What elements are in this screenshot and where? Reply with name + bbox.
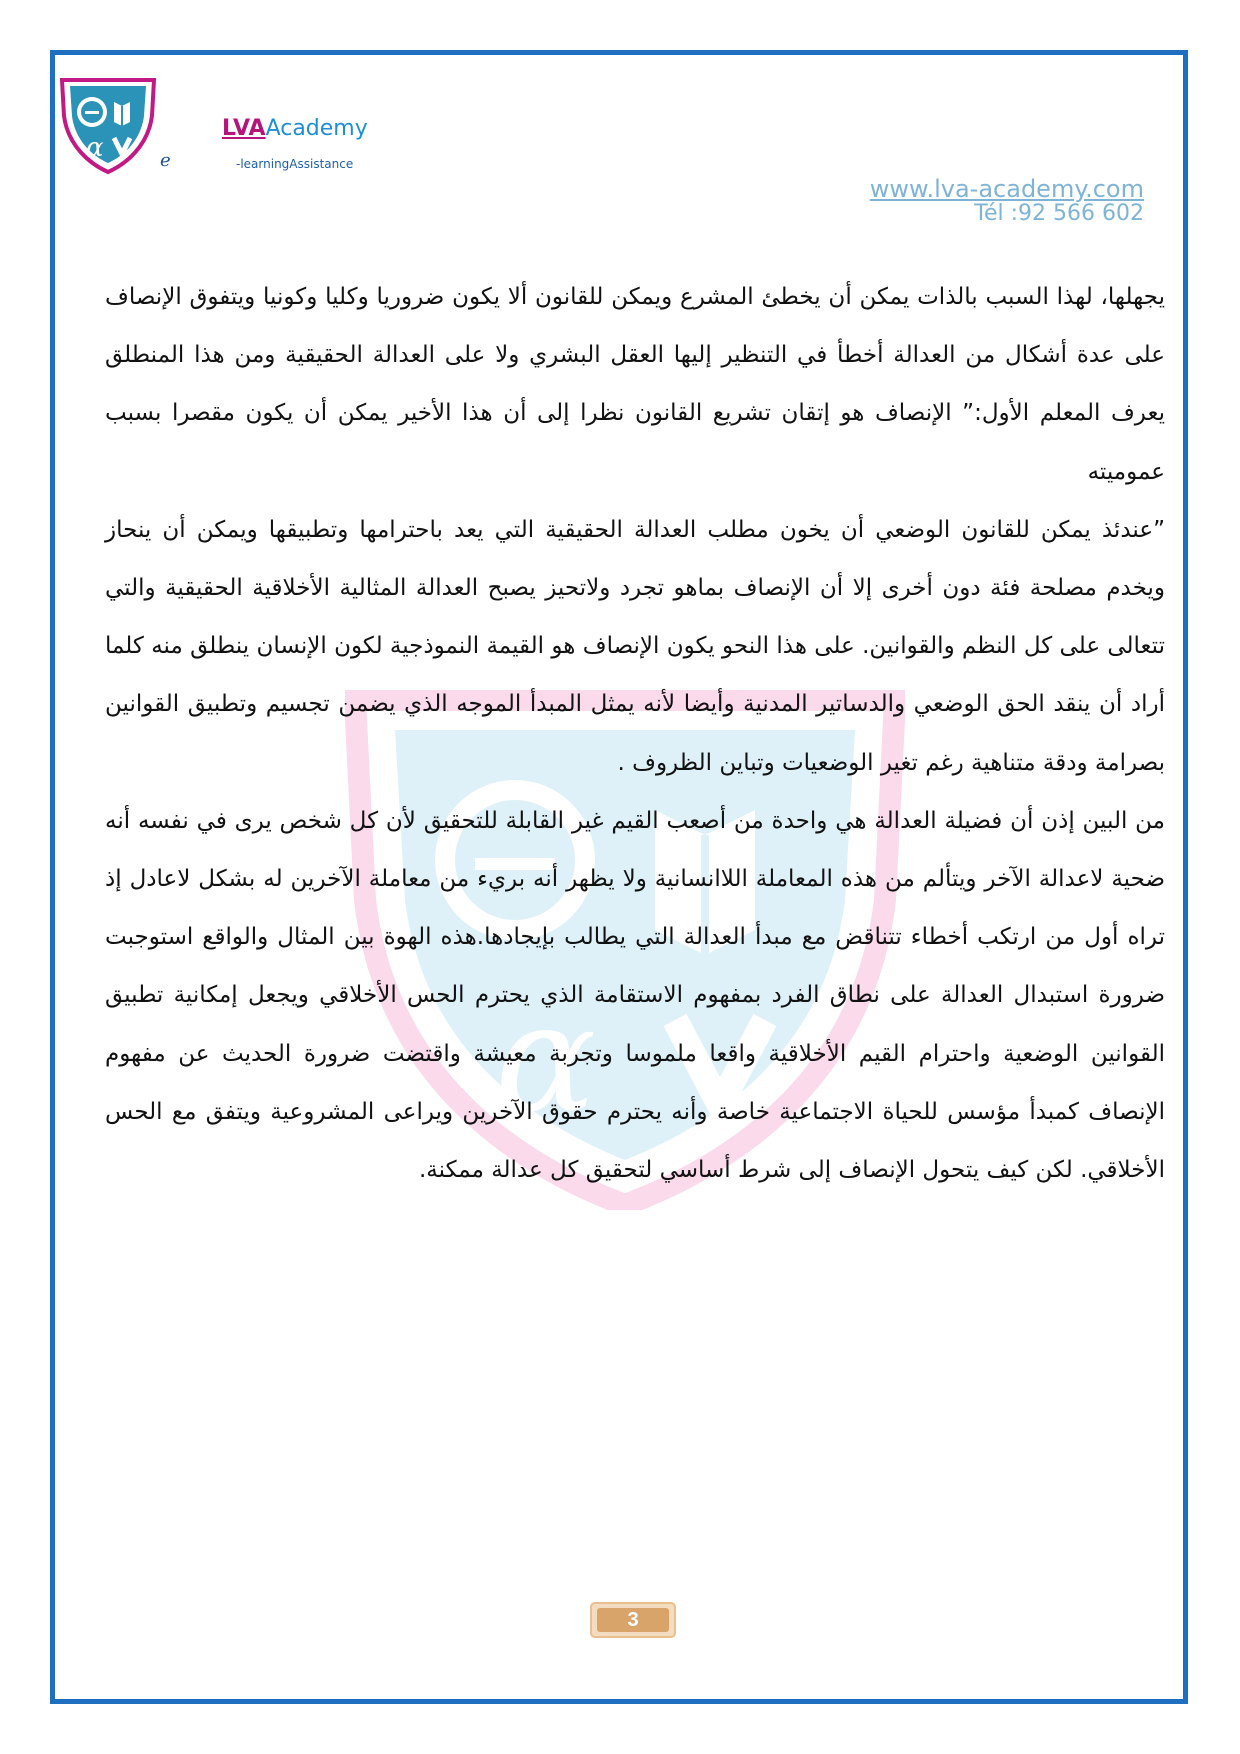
body-text [105,268,1165,1199]
contact-block [870,176,1144,227]
page-number-badge [590,1602,676,1638]
page-number: 3 [597,1608,669,1632]
svg-text:α: α [86,133,104,163]
brand-academy: Academy [265,116,368,141]
brand-tagline: -learningAssistance [236,157,354,171]
brand-lva: LVA [222,116,266,141]
logo-e-letter: e [160,150,171,171]
paragraph-3: من البين إذن أن فضيلة العدالة هي واحدة من أصعب القيم غير القابلة للتحقيق لأن كل شخص يرى في نفسه أنه ضحية لاعدالة الآخر ويتألم من هذه المعاملة اللاانسانية ولا يظهر أنه بريء من معاملة الآخرين له بشكل لاعادل إذ تراه أول من ارتكب أخطاء تتناقض مع مبدأ العدالة التي يطالب بإيجادها.هذه الهوة بين المثال والواقع استوجبت ضرورة استبدال العدالة على نطاق الفرد بمفهوم الاستقامة الذي يحترم الحس الأخلاقي ويجعل إمكانية تطبيق القوانين الوضعية واحترام القيم الأخلاقية واقعا ملموسا وتجربة معيشة واقتضت ضرورة الحديث عن مفهوم الإنصاف كمبدأ مؤسس للحياة الاجتماعية خاصة وأنه يحترم حقوق الآخرين ويراعى المشروعية ويتفق مع الحس الأخلاقي. لكن كيف يتحول الإنصاف إلى شرط أساسي لتحقيق كل عدالة ممكنة. [105,807,1165,1184]
phone-number: Tél :92 566 602 [974,201,1144,227]
paragraph-1: يجهلها، لهذا السبب بالذات يمكن أن يخطئ المشرع ويمكن للقانون ألا يكون ضروريا وكليا وكونيا ويتفوق الإنصاف على عدة أشكال من العدالة أخطأ في التنظير إليها العقل البشري ولا على العدالة الحقيقية ومن هذا المنطلق يعرف المعلم الأول:” الإنصاف هو إتقان تشريع القانون نظرا إلى أن هذا الأخير يمكن أن يكون مقصرا بسبب عموميته [105,284,1165,485]
lva-academy-logo [56,76,166,176]
paragraph-2: ”عندئذ يمكن للقانون الوضعي أن يخون مطلب العدالة الحقيقية التي يعد باحترامها وتطبيقها ويمكن أن ينحاز ويخدم مصلحة فئة دون أخرى إلا أن الإنصاف بماهو تجرد ولاتحيز يصبح العدالة المثالية الأخلاقية الحقيقية والتي تتعالى على كل النظم والقوانين. على هذا النحو يكون الإنصاف هو القيمة النموذجية لكون الإنسان ينطلق منه كلما أراد أن ينقد الحق الوضعي والدساتير المدنية وأيضا لأنه يمثل المبدأ الموجه الذي يضمن تجسيم وتطبيق القوانين بصرامة ودقة متناهية رغم تغير الوضعيات وتباين الظروف . [105,516,1165,776]
svg-text:α: α [495,972,597,1146]
website-link[interactable]: www.lva-academy.com [869,175,1144,203]
brand-name [222,118,368,140]
